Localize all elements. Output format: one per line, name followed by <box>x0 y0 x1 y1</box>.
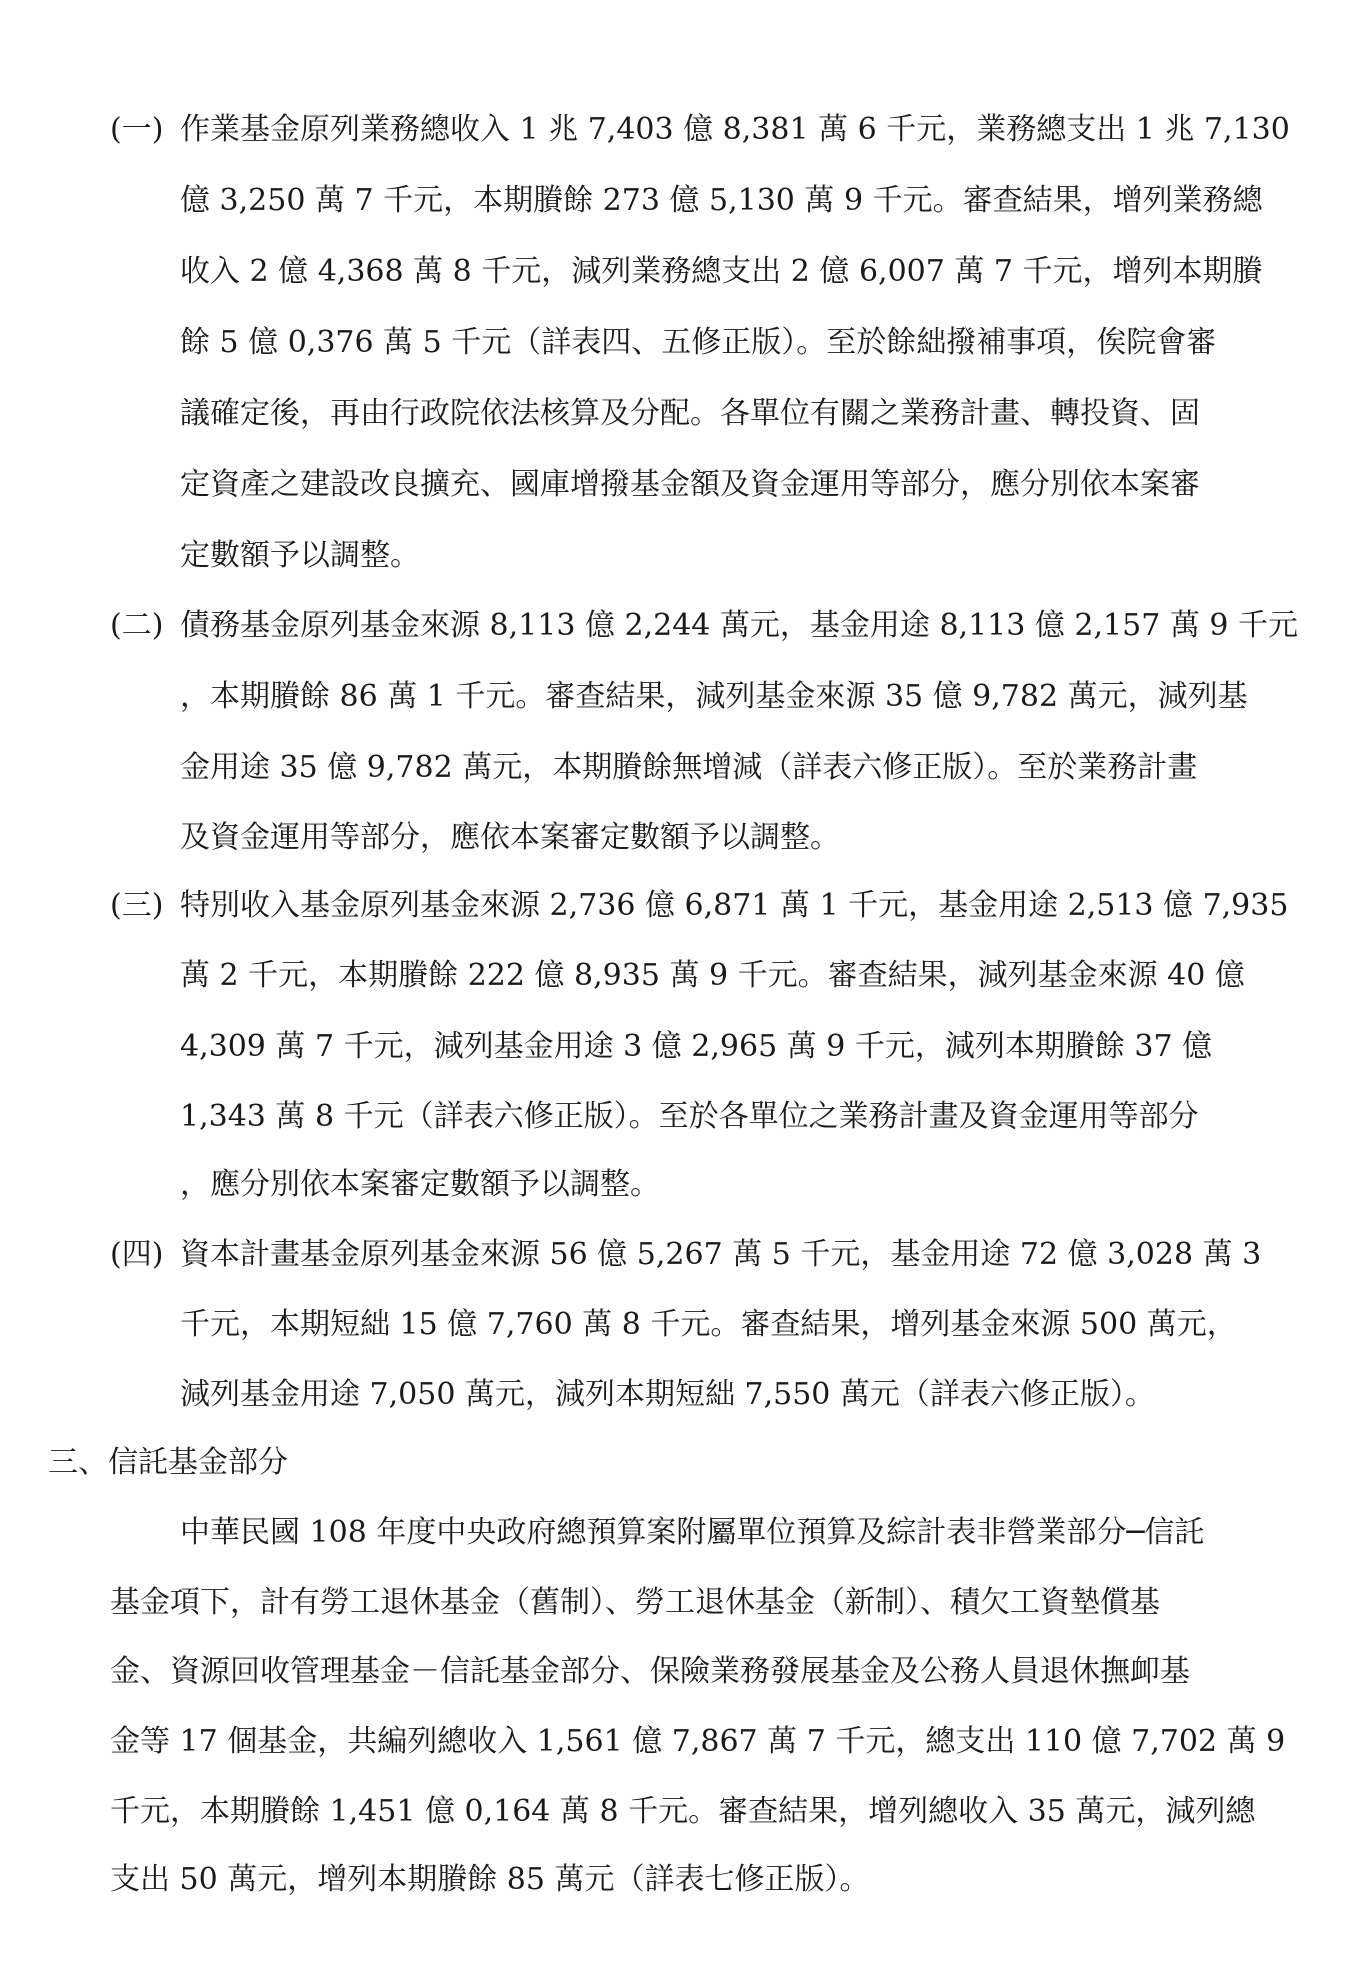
item-3-line-3: 4,309 萬 7 千元，減列基金用途 3 億 2,965 萬 9 千元，減列本期賸餘 37 億 <box>180 1029 1213 1064</box>
item-2-line-3: 金用途 35 億 9,782 萬元，本期賸餘無增減（詳表六修正版）。至於業務計畫 <box>180 750 1198 785</box>
section-paragraph-line-3: 金、資源回收管理基金－信託基金部分、保險業務發展基金及公務人員退休撫卹基 <box>110 1654 1190 1689</box>
item-1-line-7: 定數額予以調整。 <box>180 538 420 573</box>
item-3-line-2: 萬 2 千元，本期賸餘 222 億 8,935 萬 9 千元。審查結果，減列基金來源 40 億 <box>180 958 1245 993</box>
section-paragraph-line-6: 支出 50 萬元，增列本期賸餘 85 萬元（詳表七修正版）。 <box>110 1862 870 1897</box>
item-2-line-2: ，本期賸餘 86 萬 1 千元。審查結果，減列基金來源 35 億 9,782 萬元，減列基 <box>180 679 1248 714</box>
section-heading: 三、信託基金部分 <box>48 1445 288 1480</box>
item-4-line-2: 千元，本期短絀 15 億 7,760 萬 8 千元。審查結果，增列基金來源 500 萬元， <box>180 1307 1237 1342</box>
item-1-line-6: 定資產之建設改良擴充、國庫增撥基金額及資金運用等部分，應分別依本案審 <box>180 467 1200 502</box>
item-1-line-3: 收入 2 億 4,368 萬 8 千元，減列業務總支出 2 億 6,007 萬 7 千元，增列本期賸 <box>180 254 1263 289</box>
item-1-line-5: 議確定後，再由行政院依法核算及分配。各單位有關之業務計畫、轉投資、固 <box>180 396 1200 431</box>
section-paragraph-line-2: 基金項下，計有勞工退休基金（舊制）、勞工退休基金（新制）、積欠工資墊償基 <box>110 1585 1160 1620</box>
section-paragraph-line-4: 金等 17 個基金，共編列總收入 1,561 億 7,867 萬 7 千元，總支出 110 億 7,702 萬 9 <box>110 1724 1286 1759</box>
item-4-line-3: 減列基金用途 7,050 萬元，減列本期短絀 7,550 萬元（詳表六修正版）。 <box>180 1377 1155 1412</box>
item-3-marker: (三) <box>110 888 164 923</box>
item-1-line-1: 作業基金原列業務總收入 1 兆 7,403 億 8,381 萬 6 千元，業務總支出 1 兆 7,130 <box>180 112 1290 147</box>
item-1-line-2: 億 3,250 萬 7 千元，本期賸餘 273 億 5,130 萬 9 千元。審查結果，增列業務總 <box>180 183 1263 218</box>
item-1-marker: (一) <box>110 112 164 147</box>
section-paragraph-line-5: 千元，本期賸餘 1,451 億 0,164 萬 8 千元。審查結果，增列總收入 35 萬元，減列總 <box>110 1794 1256 1829</box>
item-2-line-1: 債務基金原列基金來源 8,113 億 2,244 萬元，基金用途 8,113 億 2,157 萬 9 千元 <box>180 608 1298 643</box>
item-2-line-4: 及資金運用等部分，應依本案審定數額予以調整。 <box>180 820 840 855</box>
item-3-line-1: 特別收入基金原列基金來源 2,736 億 6,871 萬 1 千元，基金用途 2,513 億 7,935 <box>180 888 1289 923</box>
item-4-line-1: 資本計畫基金原列基金來源 56 億 5,267 萬 5 千元，基金用途 72 億 3,028 萬 3 <box>180 1237 1262 1272</box>
section-paragraph-line-1: 中華民國 108 年度中央政府總預算案附屬單位預算及綜計表非營業部分─信託 <box>180 1515 1205 1550</box>
item-4-marker: (四) <box>110 1237 164 1272</box>
item-3-line-4: 1,343 萬 8 千元（詳表六修正版）。至於各單位之業務計畫及資金運用等部分 <box>180 1099 1199 1134</box>
item-1-line-4: 餘 5 億 0,376 萬 5 千元（詳表四、五修正版）。至於餘絀撥補事項，俟院會審 <box>180 325 1217 360</box>
item-2-marker: (二) <box>110 608 164 643</box>
item-3-line-5: ，應分別依本案審定數額予以調整。 <box>180 1167 660 1202</box>
